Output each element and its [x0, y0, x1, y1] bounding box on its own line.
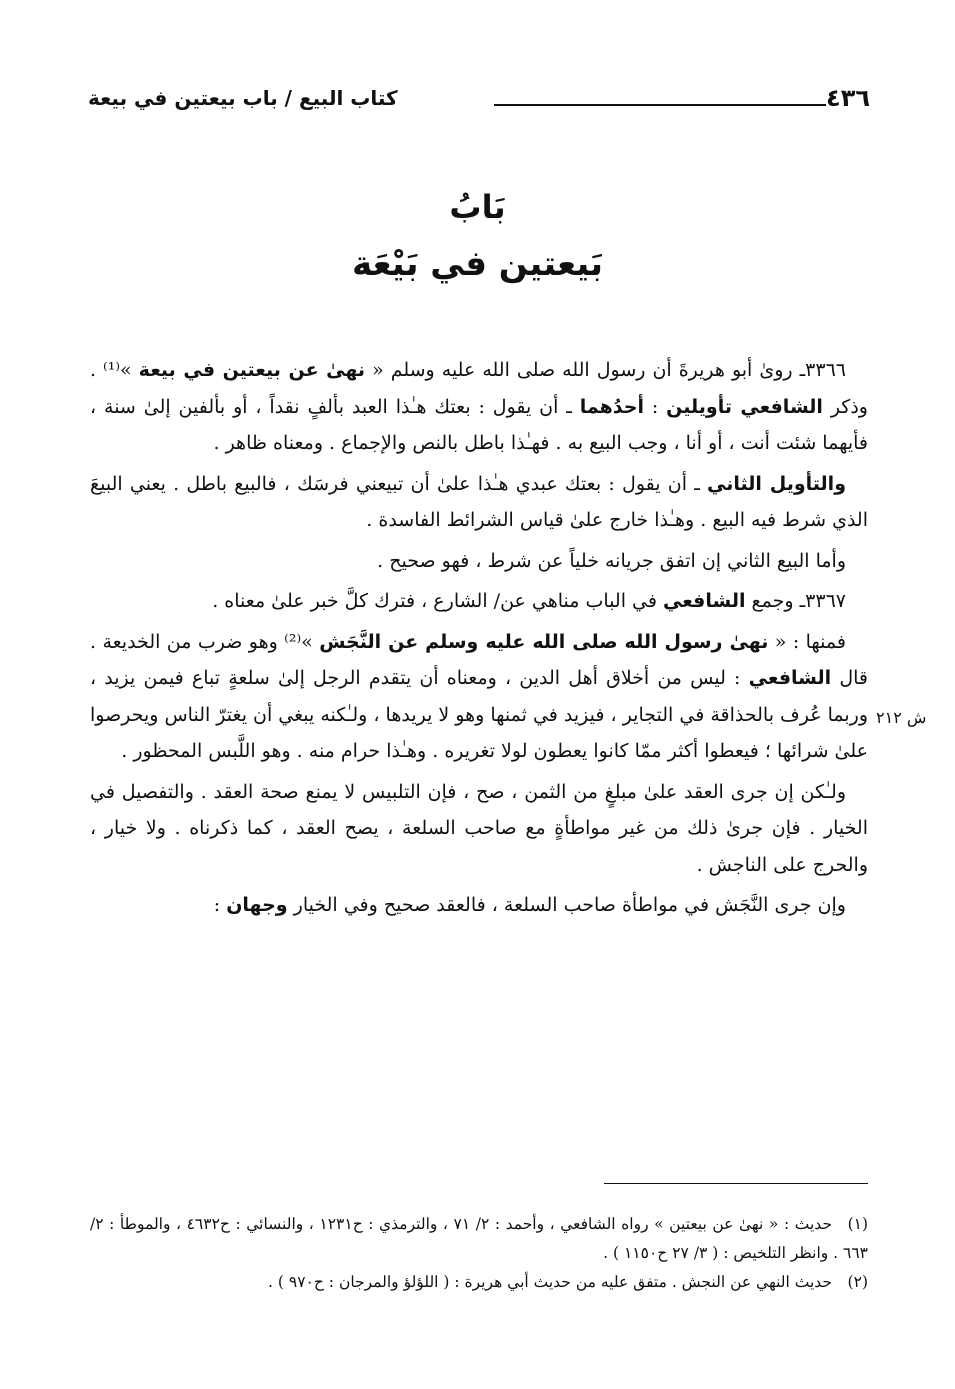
footnote-text: حديث النهي عن النجش . متفق عليه من حديث أبي هريرة : ( اللؤلؤ والمرجان : ح٩٧٠ ) .: [268, 1273, 832, 1291]
footnotes: [90, 1210, 868, 1297]
text-run: »⁽¹⁾ . وذكر: [90, 359, 868, 418]
hadith-text: نهیٰ رسول الله صلى الله عليه وسلم عن النَّجَش: [319, 630, 769, 653]
chapter-label: بَابُ: [449, 188, 506, 226]
bold-term: الشافعي: [748, 667, 832, 689]
paragraph-3367: [90, 583, 868, 620]
paragraph-second-interpretation: [90, 466, 868, 539]
footnote-number: (١): [847, 1215, 869, 1233]
text-run: ـ أن يقول : بعتك هـٰذا العبد بألفٍ نقداً ، أو بألفين إلىٰ سنة ، فأيهما شئت أنت ، أو أنا ، وجب البيع به . فهـٰذا باطل بالنص والإجماع . ومعناه ظاهر .: [90, 395, 868, 454]
text-run: :: [213, 894, 227, 916]
text-run: :: [643, 395, 667, 418]
bold-term: الشافعي تأويلين: [666, 395, 823, 418]
paragraph-second-sale: وأما البيع الثاني إن اتفق جريانه خلياً عن شرط ، فهو صحيح .: [377, 549, 846, 572]
running-title: كتاب البيع / باب بيعتين في بيعة: [88, 86, 398, 110]
text-run: فمنها : «: [768, 630, 846, 653]
footnote-1: [90, 1210, 868, 1268]
text-run: ٣٣٦٦ـ رویٰ أبو هريرةَ أن رسول الله صلى الله عليه وسلم «: [365, 359, 846, 381]
text-run: ـ أن يقول : بعتك عبدي هـٰذا علىٰ أن تبيعني فرسَك ، فالبيع باطل . يعني البيعَ الذي شرط فيه البيع . وهـٰذا خارج علىٰ قياس الشرائط الفاسدة .: [90, 472, 868, 531]
text-run: ٣٣٦٧ـ وجمع: [745, 590, 846, 612]
footnote-rule: [604, 1183, 868, 1184]
text-run: في الباب مناهي عن/ الشارع ، فترك كلَّ خبر علىٰ معناه .: [212, 590, 663, 612]
footnote-2: [90, 1268, 868, 1297]
chapter-title: بَيعتين في بَيْعَة: [352, 244, 603, 284]
running-header: [88, 82, 870, 122]
paragraph-contract-validity: ولـٰكن إن جرى العقد علىٰ مبلغٍ من الثمن ، صح ، فإن التلبيس لا يمنع صحة العقد . والتفصيل في الخيار . فإن جرىٰ ذلك من غير مواطأةٍ مع صاحب السلعة ، يصح العقد ، كما ذكرناه . ولا خيار ، والحرج على الناجش .: [90, 780, 868, 876]
footnote-text: حديث : « نهیٰ عن بيعتين » رواه الشافعي ، وأحمد : ٢/ ٧١ ، والترمذي : ح١٢٣١ ، والنسائي : ح٤٦٣٢ ، والموطأ : ٢/ ٦٦٣ . وانظر التلخيص : ( ٣/ ٢٧ ح١١٥٠ ) .: [90, 1215, 868, 1262]
bold-term: والتأويل الثاني: [707, 472, 847, 495]
paragraph-3366: [90, 352, 868, 462]
text-run: : ليس من أخلاق أهل الدين ، ومعناه أن يتقدم الرجل إلىٰ سلعةٍ تباع فيمن يزيد ، وربما عُرف بالحذاقة في التجاير ، فيزيد في ثمنها وهو لا يريدها ، ولـٰكنه يبغي أن يغترّ الناس ويحرصوا علىٰ شرائها ؛ فيعطوا أكثر ممّا كانوا يعطون لولا تغريره . وهـٰذا حرام منه . وهو اللَّبس المحظور .: [90, 667, 868, 762]
paragraph-najash: [90, 624, 868, 770]
paragraph-collusion: [90, 887, 868, 924]
bold-term: الشافعي: [662, 590, 746, 612]
text-run: »⁽²⁾ وهو ضرب من الخديعة . قال: [90, 630, 868, 689]
footnote-number: (٢): [847, 1273, 868, 1291]
margin-reference: ش ٢١٢: [876, 708, 927, 727]
bold-term: وجهان: [226, 894, 288, 916]
text-run: وإن جرى النَّجَش في مواطأة صاحب السلعة ، فالعقد صحيح وفي الخيار: [287, 894, 846, 916]
page-number: ٤٣٦: [826, 84, 870, 112]
main-text: [90, 352, 868, 928]
bold-term: أحدُهما: [579, 395, 644, 418]
header-rule: [494, 104, 826, 106]
hadith-text: نهیٰ عن بيعتين في بيعة: [138, 359, 366, 381]
